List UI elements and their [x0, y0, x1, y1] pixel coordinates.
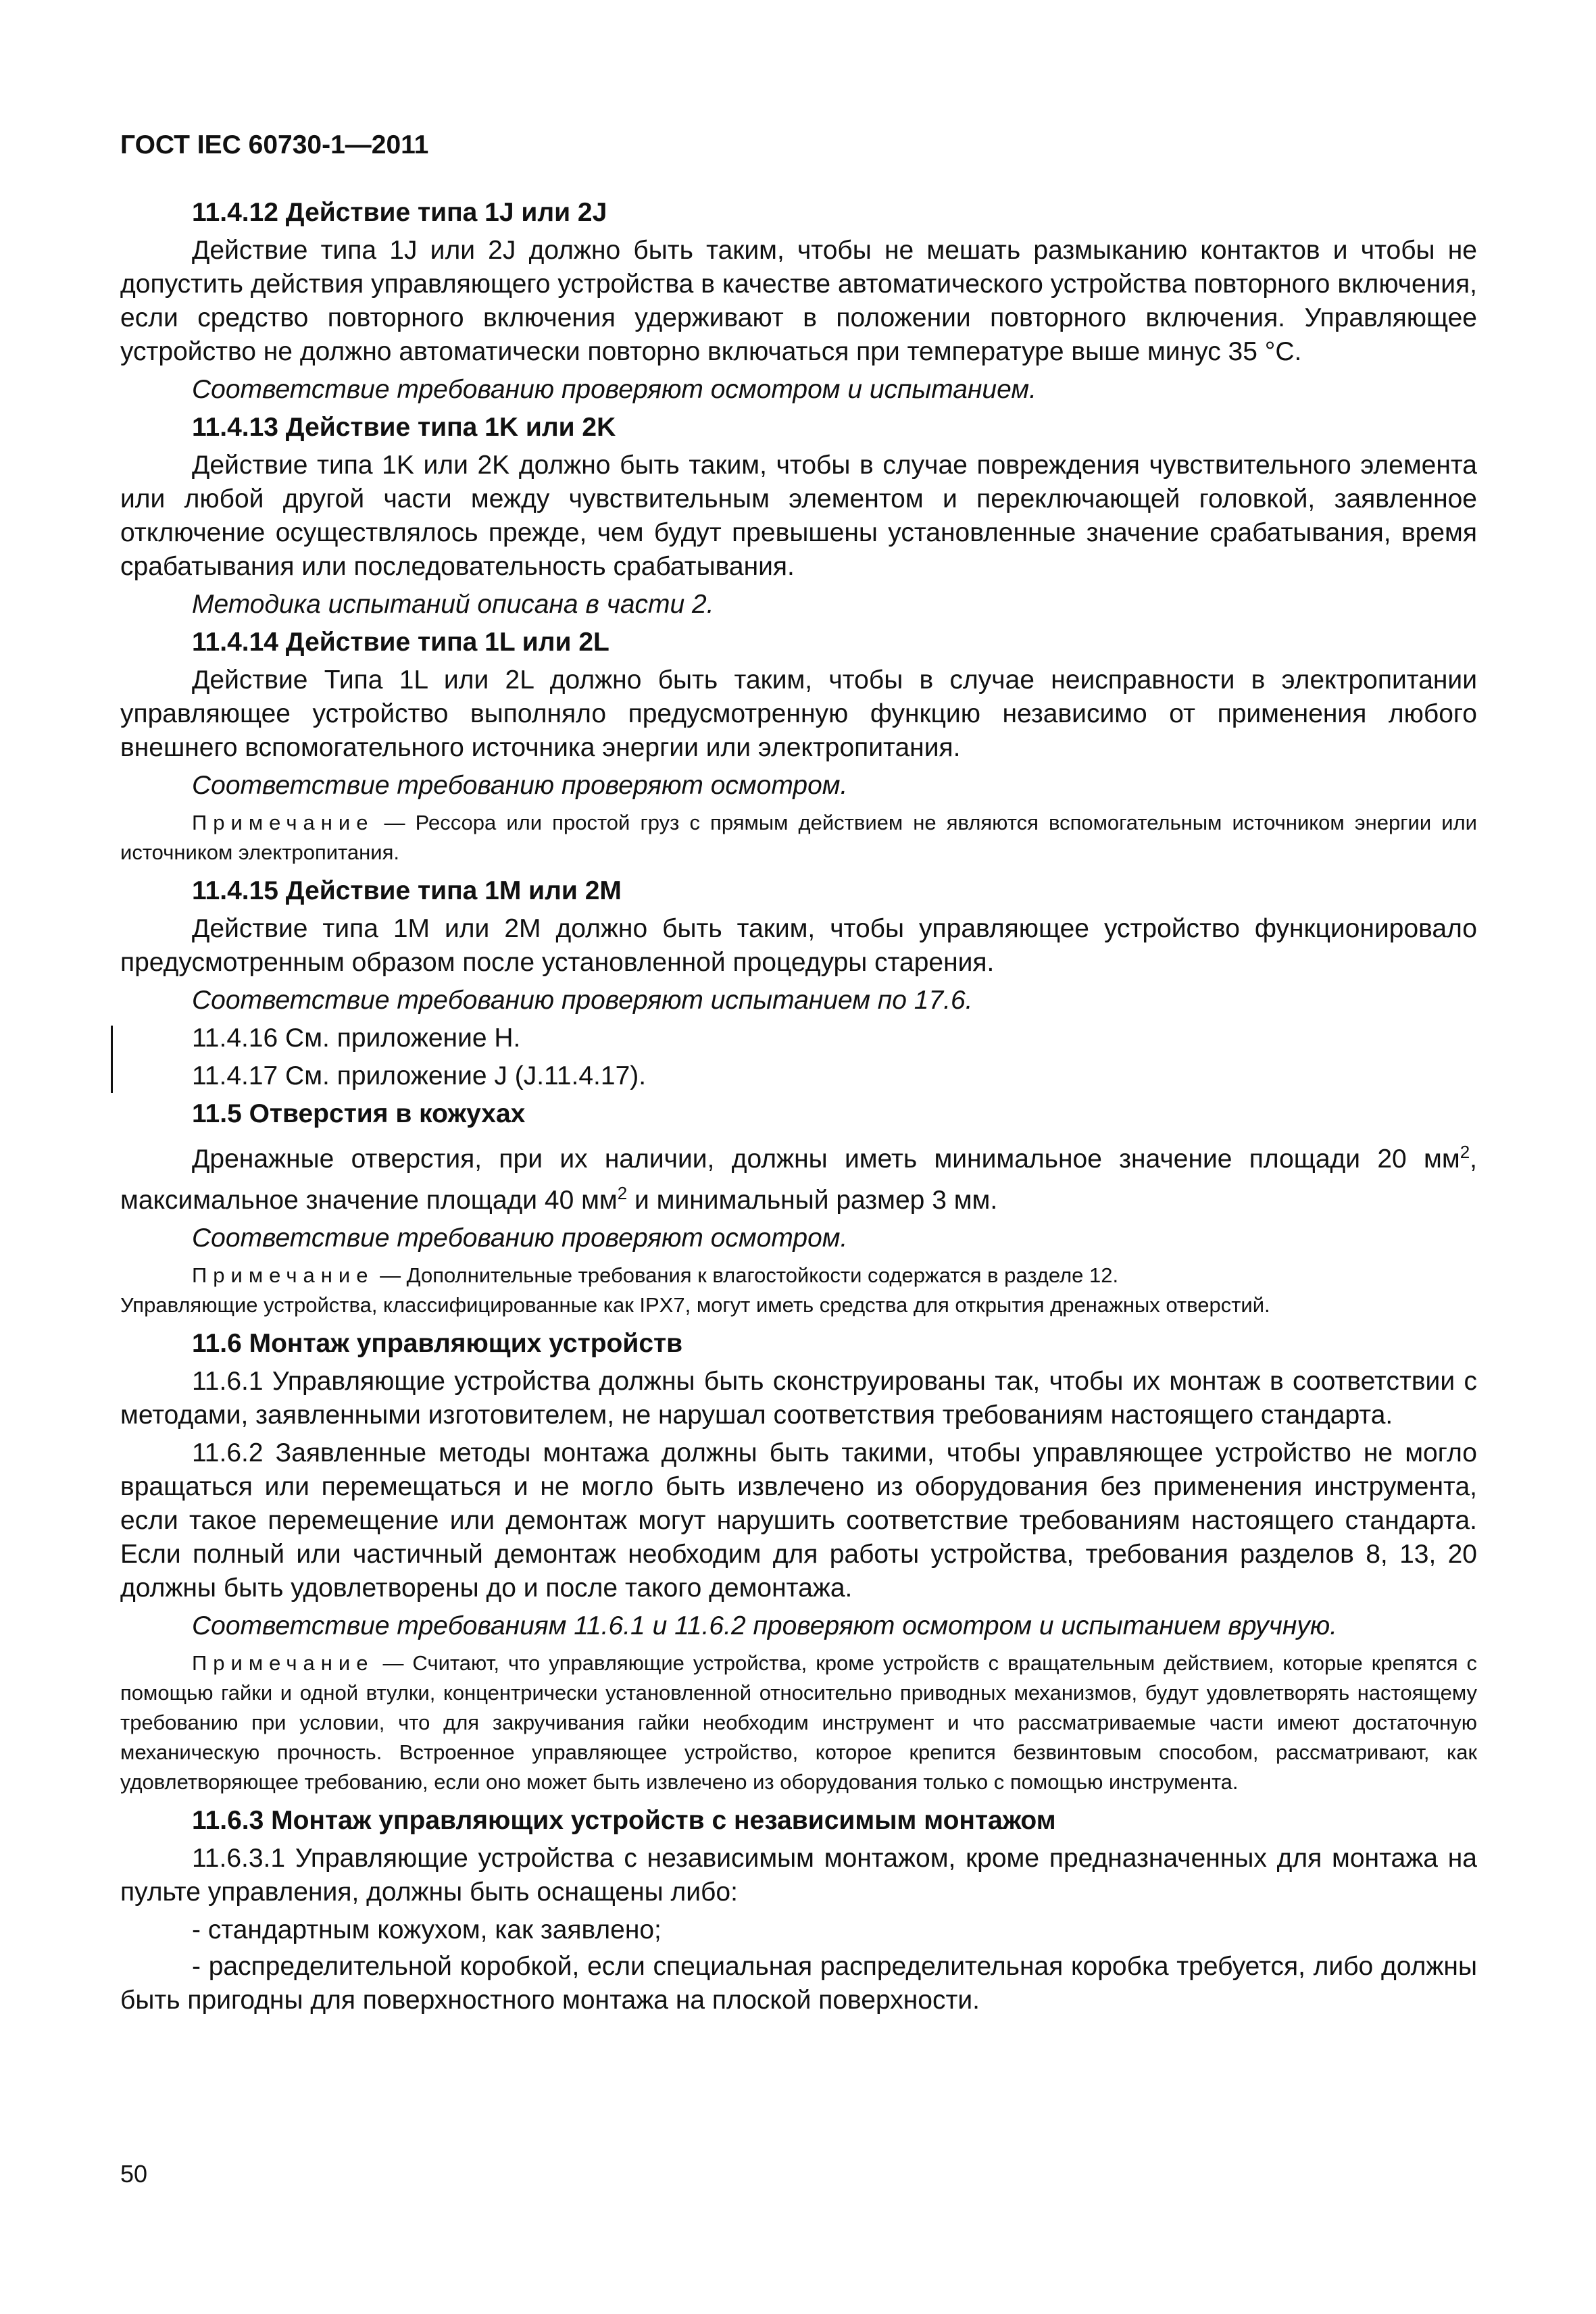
compliance-text: Соответствие требованию проверяют осмотром.: [192, 771, 848, 800]
note-label: Примечание: [192, 811, 374, 834]
compliance-text: Соответствие требованию проверяют осмотром и испытанием.: [192, 375, 1037, 404]
section-body: Действие Типа 1L или 2L должно быть таким, чтобы в случае неисправности в электропитании управляющее устройство выполняло предусмотренную функцию независимо от применения любого внешнего вспомогательного источника энергии или электропитания.: [120, 665, 1477, 762]
list-item: - распределительной коробкой, если специальная распределительная коробка требуется, либо должны быть пригодны для поверхностного монтажа на плоской поверхности.: [120, 1952, 1477, 2015]
section-11-4-15: [120, 874, 1477, 1017]
section-11-4-13: [120, 411, 1477, 622]
change-marked-block: [120, 1022, 1477, 1093]
section-heading: 11.6 Монтаж управляющих устройств: [192, 1329, 683, 1358]
note: [120, 1261, 1477, 1290]
test-method-text: Методика испытаний описана в части 2.: [192, 590, 714, 619]
section-body: Действие типа 1K или 2K должно быть таким, чтобы в случае повреждения чувствительного элемента или любой другой части между чувствительным элементом и переключающей головкой, заявленное отключение осуществлялось прежде, чем будут превышены установленные значение срабатывания, время срабатывания или последовательность срабатывания.: [120, 451, 1477, 581]
section-11-6: [120, 1327, 1477, 1797]
note-text: — Дополнительные требования к влагостойкости содержатся в разделе 12.: [380, 1263, 1119, 1287]
page-number: 50: [120, 2160, 148, 2188]
section-11-4-12: [120, 196, 1477, 407]
superscript: 2: [617, 1183, 628, 1203]
document-header: ГОСТ IEC 60730-1—2011: [120, 130, 429, 159]
section-11-6-3-1: 11.6.3.1 Управляющие устройства с независимым монтажом, кроме предназначенных для монтажа на пульте управления, должны быть оснащены либо:: [120, 1844, 1477, 1907]
note-text: — Рессора или простой груз с прямым действием не являются вспомогательным источником энергии или источником электропитания.: [120, 811, 1477, 864]
body-part-c: и минимальный размер 3 мм.: [627, 1186, 998, 1215]
change-bar: [111, 1026, 113, 1093]
section-body: [120, 1135, 1477, 1217]
section-11-6-3: [120, 1804, 1477, 2017]
section-heading: 11.4.14 Действие типа 1L или 2L: [192, 628, 609, 657]
section-11-6-1: 11.6.1 Управляющие устройства должны быть сконструированы так, чтобы их монтаж в соответствии с методами, заявленными изготовителем, не нарушал соответствия требованиям настоящего стандарта.: [120, 1367, 1477, 1430]
section-body: Действие типа 1J или 2J должно быть таким, чтобы не мешать размыканию контактов и чтобы не допустить действия управляющего устройства в качестве автоматического устройства повторного включения, если средство повторного включения удерживают в положении повторного включения. Управляющее устройство не должно автоматически повторно включаться при температуре выше минус 35 °С.: [120, 236, 1477, 366]
section-heading: 11.5 Отверстия в кожухах: [192, 1099, 526, 1128]
compliance-text: Соответствие требованиям 11.6.1 и 11.6.2 проверяют осмотром и испытанием вручную.: [192, 1611, 1337, 1640]
body-part-b: , максимальное значение площади 40 мм: [120, 1145, 1477, 1215]
list-item: - стандартным кожухом, как заявлено;: [192, 1915, 662, 1944]
superscript: 2: [1460, 1142, 1470, 1162]
section-11-6-2: 11.6.2 Заявленные методы монтажа должны быть такими, чтобы управляющее устройство не могло вращаться или перемещаться и не могло быть извлечено из оборудования без применения инструмента, если такое перемещение или демонтаж могут нарушить соответствие требованиям настоящего стандарта. Если полный или частичный демонтаж необходим для работы устройства, требования разделов 8, 13, 20 должны быть удовлетворены до и после такого демонтажа.: [120, 1438, 1477, 1603]
note-continuation: Управляющие устройства, классифицированные как IPX7, могут иметь средства для открытия дренажных отверстий.: [120, 1293, 1270, 1317]
note-label: Примечание: [192, 1651, 374, 1675]
note-label: Примечание: [192, 1263, 374, 1287]
section-body: Действие типа 1M или 2M должно быть таким, чтобы управляющее устройство функционировало предусмотренным образом после установленной процедуры старения.: [120, 914, 1477, 977]
section-11-5: [120, 1097, 1477, 1320]
page-content: [120, 128, 1477, 2290]
note: [120, 1649, 1477, 1797]
section-heading: 11.4.15 Действие типа 1M или 2M: [192, 876, 622, 905]
body-part-a: Дренажные отверстия, при их наличии, должны иметь минимальное значение площади 20 мм: [192, 1145, 1460, 1174]
compliance-text: Соответствие требованию проверяют испытанием по 17.6.: [192, 986, 973, 1015]
section-11-4-14: [120, 626, 1477, 867]
note: [120, 808, 1477, 867]
section-heading: 11.4.13 Действие типа 1K или 2K: [192, 413, 616, 442]
compliance-text: Соответствие требованию проверяют осмотром.: [192, 1224, 848, 1253]
section-heading: 11.6.3 Монтаж управляющих устройств с независимым монтажом: [192, 1806, 1056, 1835]
section-11-4-17: 11.4.17 См. приложение J (J.11.4.17).: [192, 1061, 647, 1090]
note-text: — Считают, что управляющие устройства, кроме устройств с вращательным действием, которые крепятся с помощью гайки и одной втулки, концентрически установленной относительно приводных механизмов, будут удовлетворять настоящему требованию при условии, что для закручивания гайки необходим инструмент и что рассматриваемые части имеют достаточную механическую прочность. Встроенное управляющее устройство, которое крепится безвинтовым способом, рассматривают, как удовлетворяющее требованию, если оно может быть извлечено из оборудования только с помощью инструмента.: [120, 1651, 1477, 1794]
section-heading: 11.4.12 Действие типа 1J или 2J: [192, 198, 607, 227]
section-11-4-16: 11.4.16 См. приложение Н.: [192, 1024, 521, 1053]
